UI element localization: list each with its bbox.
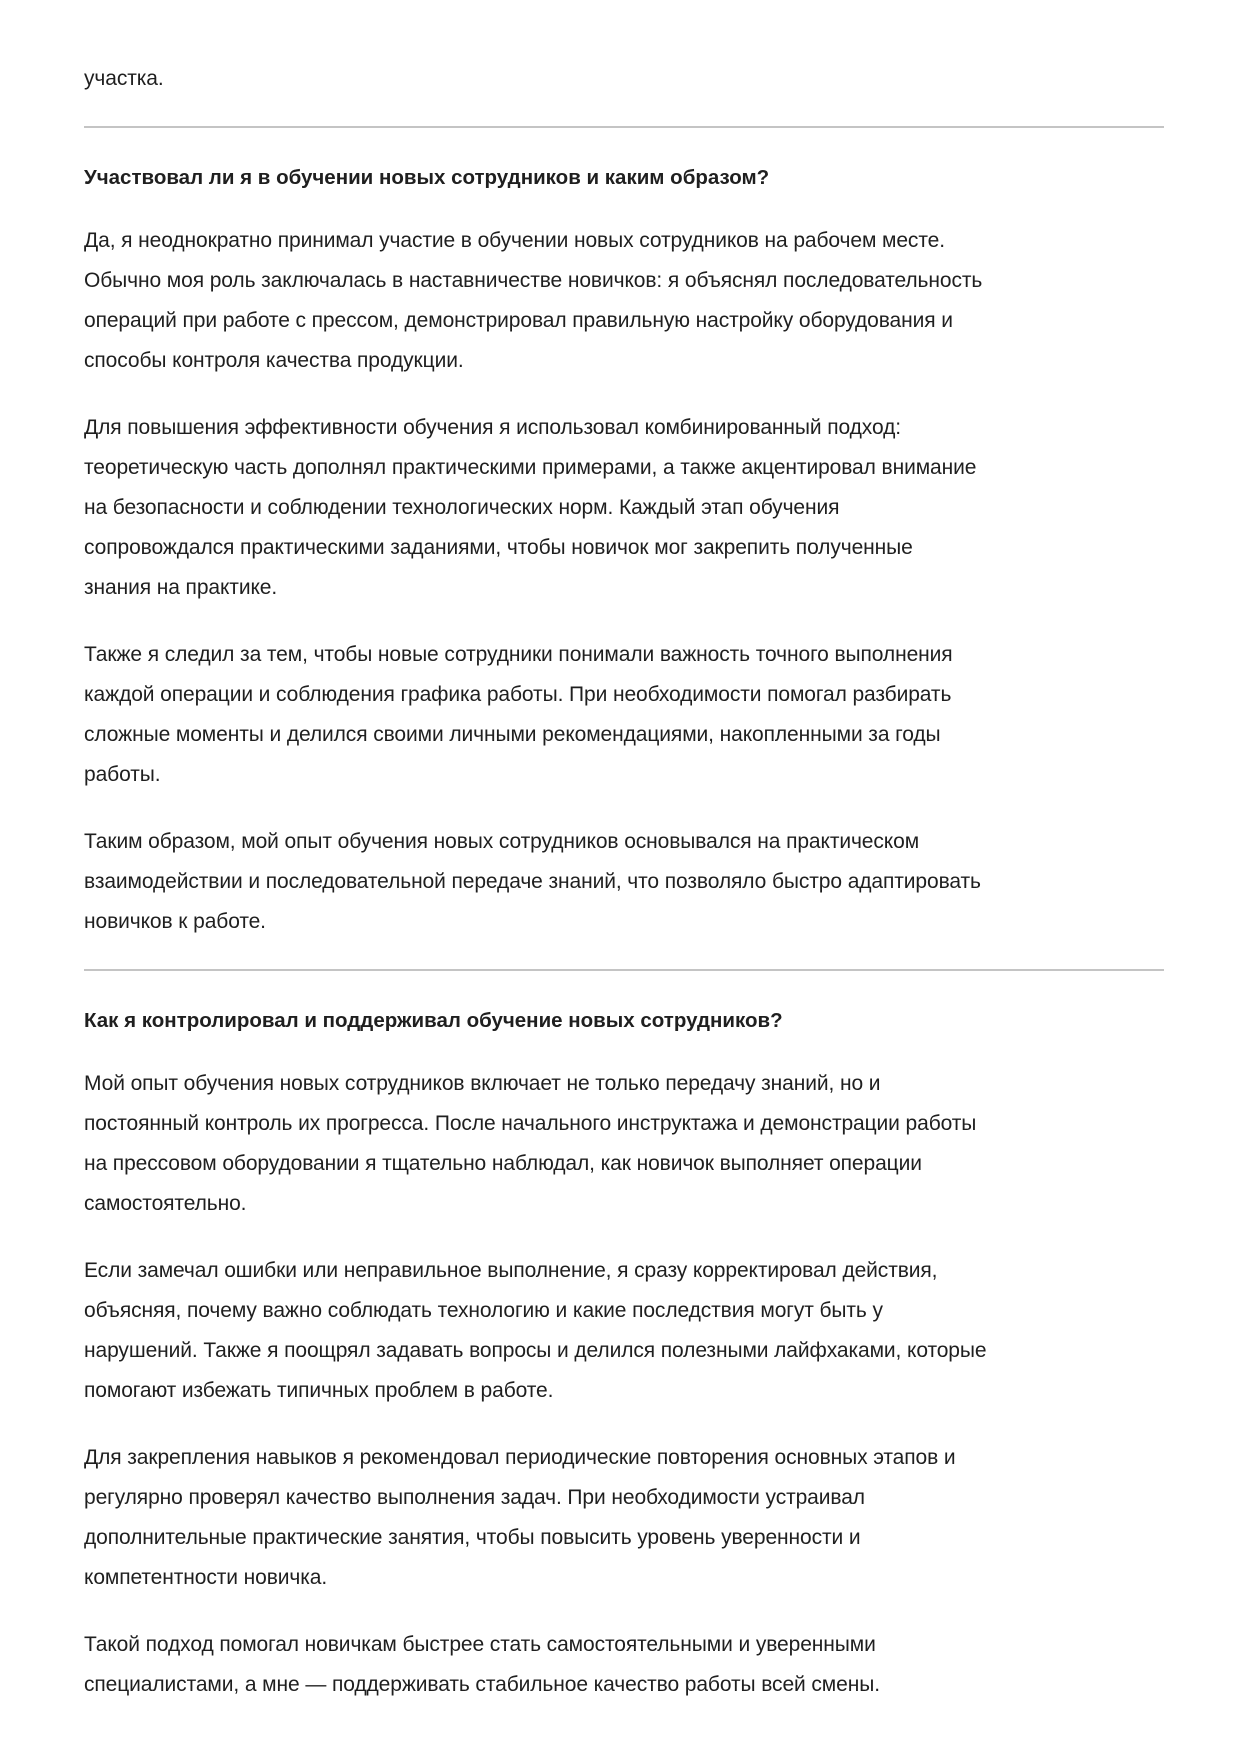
paragraph	[84, 1625, 1164, 1705]
paragraph	[84, 408, 1164, 608]
text-line: Если замечал ошибки или неправильное выполнение, я сразу корректировал действия,	[84, 1259, 938, 1282]
document-body	[84, 59, 1164, 1732]
text-line: Такой подход помогал новичкам быстрее стать самостоятельными и уверенными	[84, 1633, 876, 1656]
paragraph	[84, 822, 1164, 942]
text-line: компетентности новичка.	[84, 1566, 328, 1589]
text-line: Таким образом, мой опыт обучения новых сотрудников основывался на практическом	[84, 830, 920, 853]
text-line: новичков к работе.	[84, 910, 266, 933]
paragraph	[84, 221, 1164, 381]
text-line: сопровождался практическими заданиями, чтобы новичок мог закрепить полученные	[84, 536, 913, 559]
section-heading: Как я контролировал и поддерживал обучение новых сотрудников?	[84, 1009, 783, 1032]
text-line: помогают избежать типичных проблем в работе.	[84, 1379, 554, 1402]
text-line: работы.	[84, 763, 161, 786]
text-line: самостоятельно.	[84, 1192, 247, 1215]
paragraph	[84, 1438, 1164, 1598]
text-line: операций при работе с прессом, демонстрировал правильную настройку оборудования и	[84, 309, 953, 332]
text-line: Для закрепления навыков я рекомендовал периодические повторения основных этапов и	[84, 1446, 956, 1469]
text-line: Также я следил за тем, чтобы новые сотрудники понимали важность точного выполнения	[84, 643, 953, 666]
text-line: способы контроля качества продукции.	[84, 349, 464, 372]
section-heading: Участвовал ли я в обучении новых сотрудников и каким образом?	[84, 166, 770, 189]
section-divider	[84, 969, 1164, 971]
intro-paragraph: участка.	[84, 67, 164, 90]
text-line: объясняя, почему важно соблюдать технологию и какие последствия могут быть у	[84, 1299, 883, 1322]
text-line: знания на практике.	[84, 576, 278, 599]
text-line: взаимодействии и последовательной передаче знаний, что позволяло быстро адаптировать	[84, 870, 981, 893]
text-line: Обычно моя роль заключалась в наставничестве новичков: я объяснял последовательность	[84, 269, 983, 292]
text-line: сложные моменты и делился своими личными рекомендациями, накопленными за годы	[84, 723, 941, 746]
text-line: каждой операции и соблюдения графика работы. При необходимости помогал разбирать	[84, 683, 952, 706]
text-line: специалистами, а мне — поддерживать стабильное качество работы всей смены.	[84, 1673, 880, 1696]
text-line: теоретическую часть дополнял практическими примерами, а также акцентировал внимание	[84, 456, 977, 479]
paragraph	[84, 1251, 1164, 1411]
text-line: регулярно проверял качество выполнения задач. При необходимости устраивал	[84, 1486, 865, 1509]
text-line: постоянный контроль их прогресса. После начального инструктажа и демонстрации работы	[84, 1112, 977, 1135]
text-line: дополнительные практические занятия, чтобы повысить уровень уверенности и	[84, 1526, 861, 1549]
paragraph	[84, 635, 1164, 795]
text-line: Да, я неоднократно принимал участие в обучении новых сотрудников на рабочем месте.	[84, 229, 945, 252]
text-line: нарушений. Также я поощрял задавать вопросы и делился полезными лайфхаками, которые	[84, 1339, 987, 1362]
text-line: Для повышения эффективности обучения я использовал комбинированный подход:	[84, 416, 901, 439]
text-line: на безопасности и соблюдении технологических норм. Каждый этап обучения	[84, 496, 840, 519]
paragraph	[84, 1064, 1164, 1224]
section-divider	[84, 126, 1164, 128]
text-line: на прессовом оборудовании я тщательно наблюдал, как новичок выполняет операции	[84, 1152, 922, 1175]
text-line: Мой опыт обучения новых сотрудников включает не только передачу знаний, но и	[84, 1072, 881, 1095]
